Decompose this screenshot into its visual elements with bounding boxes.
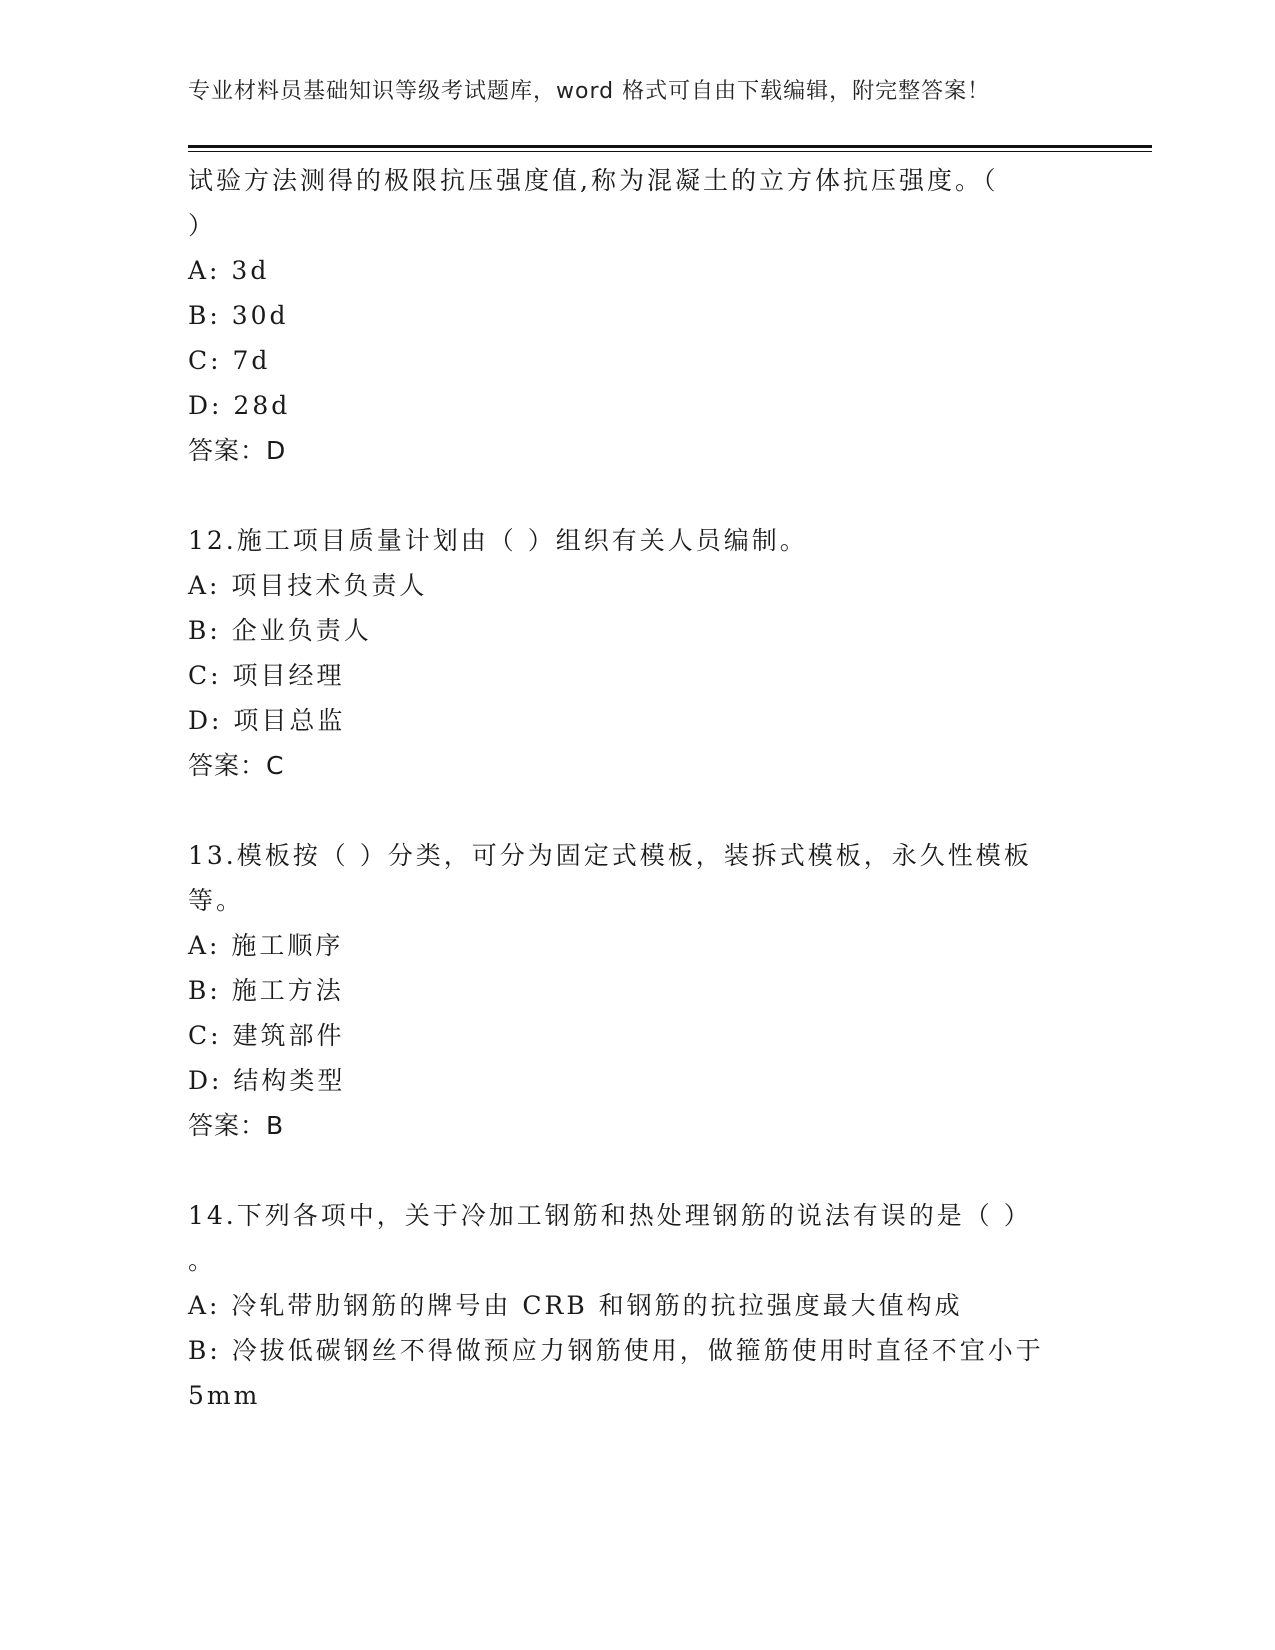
option-c: C: 7d xyxy=(188,346,271,375)
header-rule-thin xyxy=(188,151,1152,152)
option-d: D: 28d xyxy=(188,391,291,420)
question-stem: 12.施工项目质量计划由（ ）组织有关人员编制。 xyxy=(188,526,808,555)
answer: 答案：C xyxy=(188,751,285,780)
option-a: A: 3d xyxy=(188,256,270,285)
option-b: B: 冷拔低碳钢丝不得做预应力钢筋使用，做箍筋使用时直径不宜小于 xyxy=(188,1336,1044,1365)
spacer xyxy=(188,1148,1088,1193)
page-header: 专业材料员基础知识等级考试题库，word 格式可自由下载编辑，附完整答案！ xyxy=(188,79,991,104)
option-b: B: 30d xyxy=(188,301,289,330)
question-stem: 13.模板按（ ）分类，可分为固定式模板，装拆式模板，永久性模板 xyxy=(188,841,1032,870)
question-14 xyxy=(188,1193,1088,1418)
question-12 xyxy=(188,518,1088,788)
option-c: C: 项目经理 xyxy=(188,661,345,690)
answer: 答案：B xyxy=(188,1111,285,1140)
option-d: D: 结构类型 xyxy=(188,1066,346,1095)
option-b-continued: 5mm xyxy=(188,1381,261,1410)
header-rule-thick xyxy=(188,145,1152,148)
option-c: C: 建筑部件 xyxy=(188,1021,345,1050)
question-stem: 试验方法测得的极限抗压强度值,称为混凝土的立方体抗压强度。（ xyxy=(188,166,999,195)
answer: 答案：D xyxy=(188,436,287,465)
option-a: A: 项目技术负责人 xyxy=(188,571,428,600)
question-stem: 14.下列各项中，关于冷加工钢筋和热处理钢筋的说法有误的是（ ） xyxy=(188,1201,1032,1230)
option-a: A: 施工顺序 xyxy=(188,931,344,960)
option-b: B: 施工方法 xyxy=(188,976,344,1005)
question-13 xyxy=(188,833,1088,1148)
question-stem-continued: 等。 xyxy=(188,886,245,915)
question-11 xyxy=(188,158,1088,473)
spacer xyxy=(188,788,1088,833)
question-list xyxy=(188,158,1088,1418)
option-d: D: 项目总监 xyxy=(188,706,346,735)
option-b: B: 企业负责人 xyxy=(188,616,372,645)
question-stem-continued: 。 xyxy=(188,1246,217,1275)
question-stem-continued: ） xyxy=(188,211,217,240)
option-a: A: 冷轧带肋钢筋的牌号由 CRB 和钢筋的抗拉强度最大值构成 xyxy=(188,1291,963,1320)
spacer xyxy=(188,473,1088,518)
